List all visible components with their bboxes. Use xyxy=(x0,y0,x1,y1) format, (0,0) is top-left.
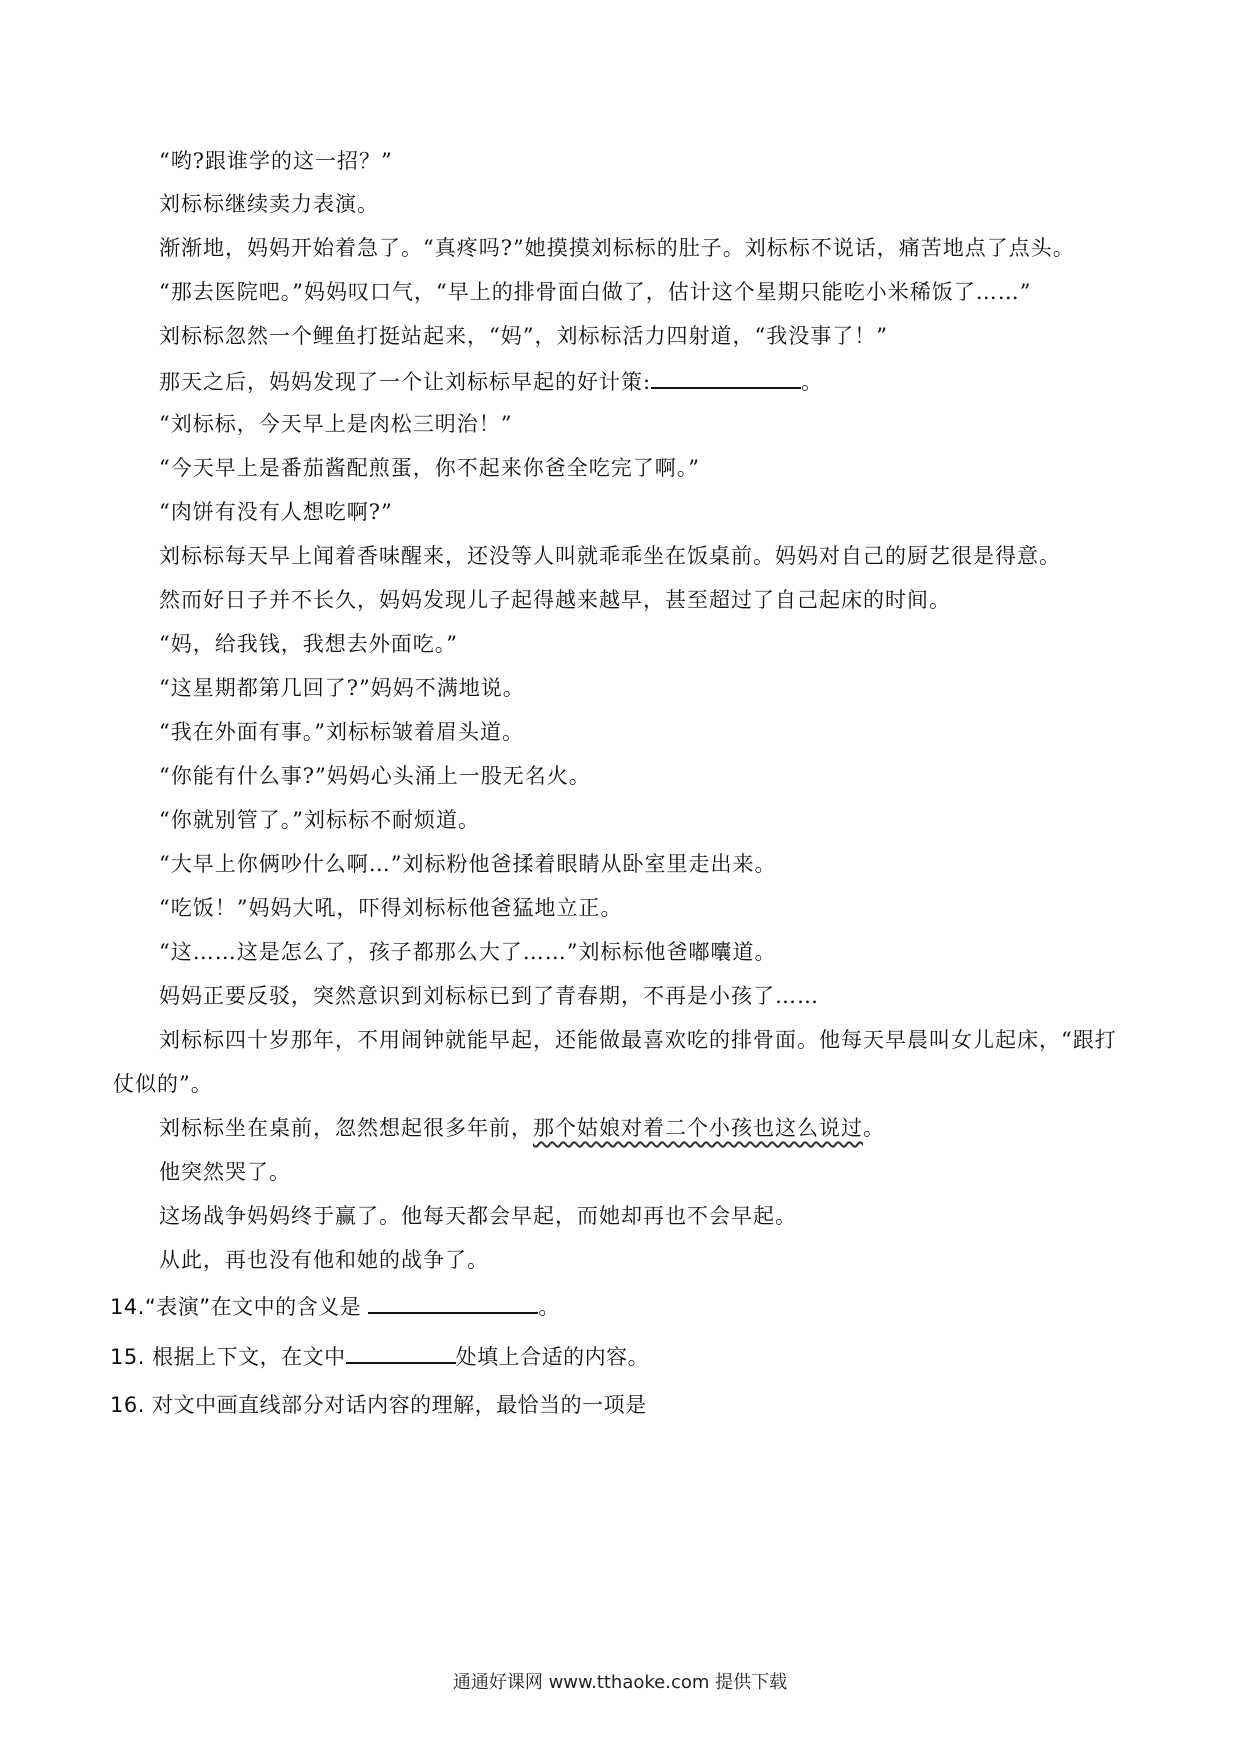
answer-blank[interactable] xyxy=(368,1290,538,1314)
question-14 xyxy=(110,1290,560,1322)
paragraph: “我在外面有事。”刘标标皱着眉头道。 xyxy=(159,720,524,744)
paragraph: 刘标标每天早上闻着香味醒来，还没等人叫就乖乖坐在饭桌前。妈妈对自己的厨艺很是得意。 xyxy=(159,544,1061,568)
paragraph: 刘标标继续卖力表演。 xyxy=(159,192,379,216)
paragraph: 刘标标四十岁那年，不用闹钟就能早起，还能做最喜欢吃的排骨面。他每天早晨叫女儿起床，“跟打 xyxy=(159,1028,1117,1052)
paragraph: “吃饭！”妈妈大吼，吓得刘标标他爸猛地立正。 xyxy=(159,896,623,920)
question-15 xyxy=(110,1340,649,1372)
paragraph: 从此，再也没有他和她的战争了。 xyxy=(159,1248,489,1272)
answer-blank[interactable] xyxy=(346,1340,456,1364)
paragraph: “那去医院吧。”妈妈叹口气，“早上的排骨面白做了，估计这个星期只能吃小米稀饭了……” xyxy=(159,280,1032,304)
question-text: 14.“表演”在文中的含义是 xyxy=(110,1295,362,1319)
question-16: 16. 对文中画直线部分对话内容的理解，最恰当的一项是 xyxy=(110,1393,647,1417)
paragraph: 这场战争妈妈终于赢了。他每天都会早起，而她却再也不会早起。 xyxy=(159,1204,797,1228)
question-end: 处填上合适的内容。 xyxy=(455,1345,650,1369)
paragraph: “你就别管了。”刘标标不耐烦道。 xyxy=(159,808,480,832)
paragraph: “哟?跟谁学的这一招？” xyxy=(159,149,393,173)
paragraph: “妈，给我钱，我想去外面吃。” xyxy=(159,632,458,656)
paragraph: “这星期都第几回了?”妈妈不满地说。 xyxy=(159,676,525,700)
paragraph: 他突然哭了。 xyxy=(159,1160,291,1184)
paragraph: “大早上你俩吵什么啊…”刘标粉他爸揉着眼睛从卧室里走出来。 xyxy=(159,852,777,876)
paragraph: “刘标标，今天早上是肉松三明治！” xyxy=(159,412,513,436)
paragraph-continuation: 仗似的”。 xyxy=(113,1072,213,1096)
paragraph: 渐渐地，妈妈开始着急了。“真疼吗?”她摸摸刘标标的肚子。刘标标不说话，痛苦地点了点头。 xyxy=(159,236,1075,260)
paragraph: 刘标标忽然一个鲤鱼打挺站起来，“妈”，刘标标活力四射道，“我没事了！” xyxy=(159,324,888,348)
paragraph: “你能有什么事?”妈妈心头涌上一股无名火。 xyxy=(159,764,591,788)
paragraph-with-blank xyxy=(159,365,823,397)
paragraph: 妈妈正要反驳，突然意识到刘标标已到了青春期，不再是小孩了…… xyxy=(159,984,819,1008)
paragraph: 然而好日子并不长久，妈妈发现儿子起得越来越早，甚至超过了自己起床的时间。 xyxy=(159,588,951,612)
paragraph: “肉饼有没有人想吃啊?” xyxy=(159,500,393,524)
paragraph-end: 。 xyxy=(801,370,824,394)
paragraph-with-underline xyxy=(159,1113,885,1143)
paragraph: “今天早上是番茄酱配煎蛋，你不起来你爸全吃完了啊。” xyxy=(159,456,700,480)
page-footer: 通通好课网 www.tthaoke.com 提供下载 xyxy=(452,1672,788,1693)
paragraph-end: 。 xyxy=(863,1116,885,1140)
question-text: 15. 根据上下文，在文中 xyxy=(110,1345,346,1369)
fill-blank[interactable] xyxy=(651,365,801,389)
paragraph: “这……这是怎么了，孩子都那么大了……”刘标标他爸嘟囔道。 xyxy=(159,940,777,964)
paragraph-text: 那天之后，妈妈发现了一个让刘标标早起的好计策: xyxy=(159,370,652,394)
question-end: 。 xyxy=(538,1295,560,1319)
underlined-sentence: 那个姑娘对着二个小孩也这么说过 xyxy=(533,1116,863,1140)
paragraph-text: 刘标标坐在桌前，忽然想起很多年前， xyxy=(159,1116,533,1140)
